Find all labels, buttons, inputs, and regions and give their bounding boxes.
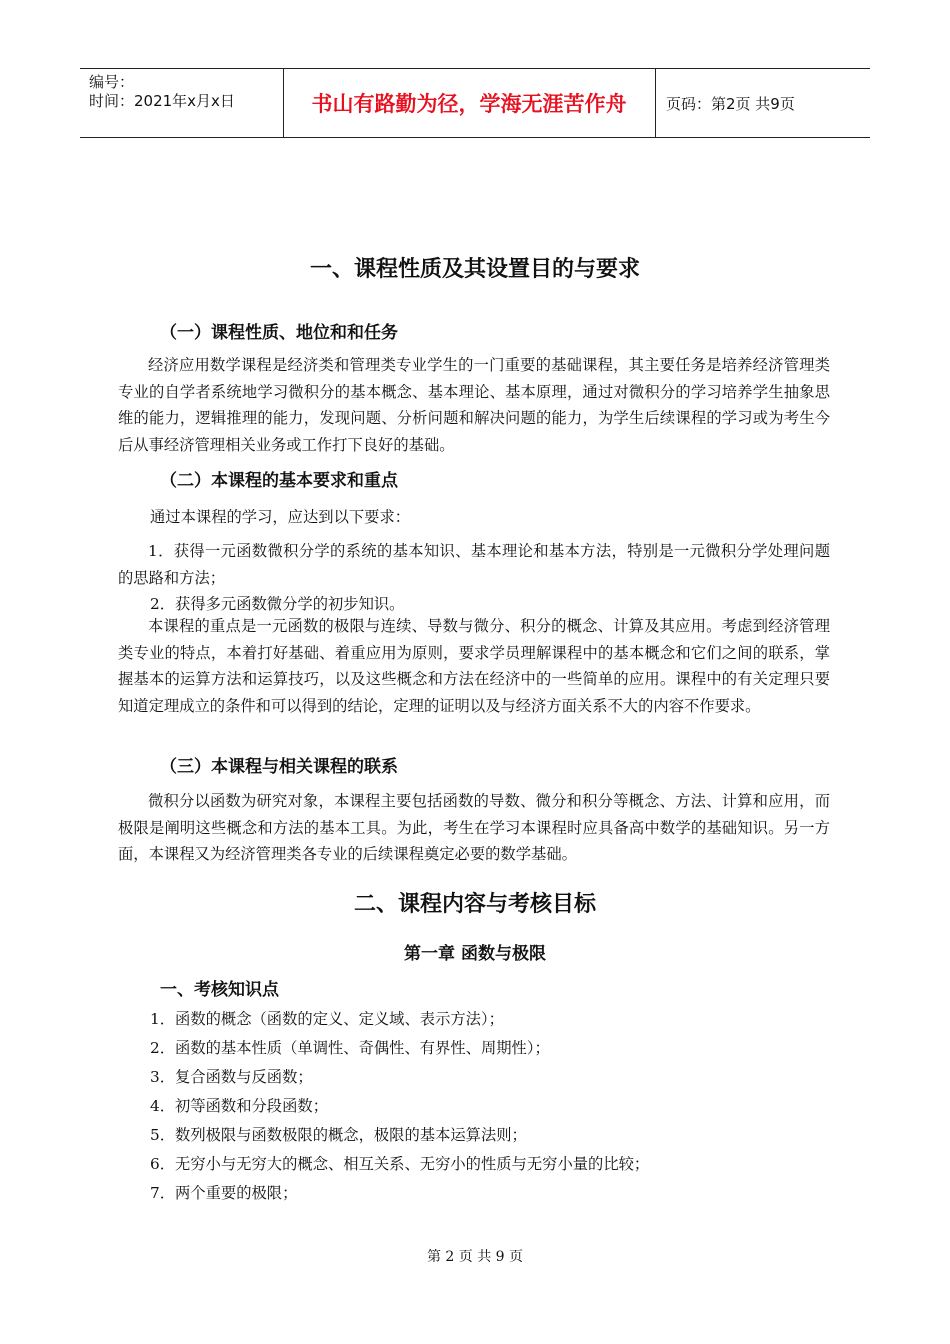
header-motto-cell bbox=[283, 69, 656, 137]
sub2-intro: 通过本课程的学习，应达到以下要求： bbox=[150, 508, 411, 526]
sub3-heading: （三）本课程与相关课程的联系 bbox=[160, 757, 398, 777]
section2-title: 二、课程内容与考核目标 bbox=[353, 892, 596, 917]
knowledge-point: 6．无穷小与无穷大的概念、相互关系、无穷小的性质与无穷小量的比较； bbox=[150, 1155, 650, 1173]
sub1-paragraph: 经济应用数学课程是经济类和管理类专业学生的一门重要的基础课程，其主要任务是培养经济管理类专业的自学者系统地学习微积分的基本概念、基本理论、基本原理，通过对微积分的学习培养学生抽象思维的能力，逻辑推理的能力，发现问题、分析问题和解决问题的能力，为学生后续课程的学习或为考生今后从事经济管理相关业务或工作打下良好的基础。 bbox=[118, 356, 830, 454]
knowledge-point: 7．两个重要的极限； bbox=[150, 1184, 298, 1202]
section1-title: 一、课程性质及其设置目的与要求 bbox=[309, 257, 640, 282]
page-info: 页码：第2页 共9页 bbox=[666, 94, 795, 113]
knowledge-point: 5．数列极限与函数极限的概念，极限的基本运算法则； bbox=[150, 1126, 527, 1144]
time-label: 时间：2021年x月x日 bbox=[89, 92, 235, 110]
sub2-item-2: 2．获得多元函数微分学的初步知识。 bbox=[150, 595, 405, 613]
sub2-heading: （二）本课程的基本要求和重点 bbox=[160, 471, 398, 491]
sub3-paragraph: 微积分以函数为研究对象，本课程主要包括函数的导数、微分和积分等概念、方法、计算和应用，而极限是阐明这些概念和方法的基本工具。为此，考生在学习本课程时应具备高中数学的基础知识。另一方面，本课程又为经济管理类各专业的后续课程奠定必要的数学基础。 bbox=[118, 792, 830, 863]
header-meta-cell bbox=[80, 69, 284, 137]
points-heading: 一、考核知识点 bbox=[160, 980, 279, 1000]
knowledge-point: 2．函数的基本性质（单调性、奇偶性、有界性、周期性）； bbox=[150, 1039, 550, 1057]
document-header bbox=[80, 68, 870, 138]
knowledge-point: 3．复合函数与反函数； bbox=[150, 1068, 313, 1086]
header-page-cell bbox=[656, 69, 870, 137]
sub2-item-1: 1．获得一元函数微积分学的系统的基本知识、基本理论和基本方法，特别是一元微积分学处理问题的思路和方法； bbox=[118, 542, 830, 587]
number-label: 编号： bbox=[89, 73, 135, 91]
knowledge-point: 1．函数的概念（函数的定义、定义域、表示方法）； bbox=[150, 1010, 504, 1028]
sub1-heading: （一）课程性质、地位和和任务 bbox=[160, 323, 398, 343]
chapter-title: 第一章 函数与极限 bbox=[404, 944, 546, 964]
motto-text: 书山有路勤为径，学海无涯苦作舟 bbox=[311, 92, 627, 116]
knowledge-point: 4．初等函数和分段函数； bbox=[150, 1097, 328, 1115]
page-footer: 第 2 页 共 9 页 bbox=[426, 1249, 524, 1265]
sub2-paragraph: 本课程的重点是一元函数的极限与连续、导数与微分、积分的概念、计算及其应用。考虑到经济管理类专业的特点，本着打好基础、着重应用为原则，要求学员理解课程中的基本概念和它们之间的联系，掌握基本的运算方法和运算技巧，以及这些概念和方法在经济中的一些简单的应用。课程中的有关定理只要知道定理成立的条件和可以得到的结论，定理的证明以及与经济方面关系不大的内容不作要求。 bbox=[118, 617, 830, 715]
